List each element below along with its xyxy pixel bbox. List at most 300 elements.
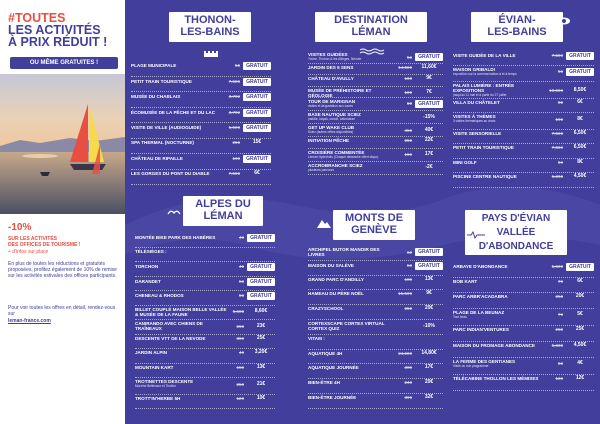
offer-subtitle: jusqu'au 11 mai et à partir du 27 juillet: [453, 93, 507, 98]
offer-name: [135, 279, 227, 284]
offer-row: [308, 52, 443, 62]
row-divider: [135, 290, 275, 291]
new-price: 4,50€: [573, 342, 587, 348]
offer-row: [308, 99, 443, 109]
old-price: 8€: [406, 101, 412, 107]
offer-label: TÉLÉCABINE THOLLON LES MÉMISES: [453, 376, 539, 382]
offer-row: [308, 321, 443, 331]
offer-name: [308, 112, 395, 122]
offer-label: TOUR DE MARIGNAN: [308, 98, 356, 104]
promo-line1: SUR LES ACTIVITÉS: [8, 236, 57, 242]
old-price: 5,60€: [551, 343, 563, 348]
offer-label: JARDIN ALPIN: [135, 350, 167, 355]
offer-label: PARC INDIAN'VENTURES: [453, 327, 509, 333]
offer-name: [135, 249, 227, 254]
old-price: 5€: [238, 293, 244, 299]
offer-subtitle: Tout beau: [453, 315, 467, 319]
offer-name: [135, 379, 227, 389]
offer-name: [135, 396, 227, 401]
offer-label: VILLA DU CHÂTELET: [453, 99, 500, 105]
offer-row: [453, 310, 594, 320]
offer-name: [453, 131, 546, 136]
row-divider: [131, 91, 271, 92]
new-price: 20€: [424, 379, 434, 386]
offer-name: [135, 264, 227, 269]
offer-row: [453, 145, 594, 150]
old-price: 5,50€: [228, 125, 240, 131]
promo-title: [8, 12, 123, 48]
offer-name: [308, 291, 395, 296]
new-price: 9€: [426, 290, 432, 297]
offer-name: [131, 79, 223, 84]
offer-subtitle: Visite ou voir programme: [453, 363, 489, 368]
section-title: PAYS D'ÉVIAN VALLÉE D'ABONDANCE: [465, 210, 567, 255]
new-price: 10€: [256, 394, 266, 401]
old-price: 3,70€: [228, 94, 240, 100]
offer-row: [135, 365, 275, 370]
new-price: GRATUIT: [566, 263, 594, 271]
offer-label: CROISIÈRE COMMENTÉE: [308, 149, 365, 155]
old-price: 5€: [234, 63, 240, 69]
offer-label: HAMEAU DU PÈRE NOËL: [308, 291, 364, 297]
offer-name: [131, 110, 223, 115]
new-price: 20€: [575, 293, 585, 300]
old-price: 7€: [557, 278, 563, 284]
row-divider: [453, 172, 594, 173]
free-badge: OU MÊME GRATUITES !: [10, 57, 118, 69]
old-price: 7€: [557, 312, 563, 318]
castle-icon: [177, 44, 243, 52]
new-price: 4€: [577, 360, 583, 367]
offer-name: [453, 160, 546, 165]
new-price: 17€: [424, 364, 434, 371]
offer-row: [308, 150, 443, 160]
offer-row: [131, 78, 271, 86]
row-divider: [135, 377, 275, 378]
offer-row: [308, 125, 443, 135]
row-divider: [308, 148, 443, 149]
new-price: GRATUIT: [243, 62, 271, 70]
offer-label: PISCINE CENTRE NAUTIQUE: [453, 174, 517, 179]
offer-row: [135, 336, 275, 341]
offer-name: [135, 321, 227, 331]
old-price: 3,70€: [228, 109, 240, 115]
offer-name: [453, 310, 546, 320]
new-price: GRATUIT: [415, 100, 443, 108]
row-divider: [308, 408, 443, 409]
offer-name: [135, 336, 227, 341]
row-divider: [308, 97, 443, 98]
offer-name: [308, 380, 395, 385]
new-price: 40€: [424, 126, 434, 133]
offer-label: MOUNTAIN KART: [135, 364, 174, 370]
offer-subtitle: Léman Hydrofoils (Chaque dimanche offert dispo): [308, 154, 379, 159]
offer-row: [453, 100, 594, 105]
old-price: 9,60€: [232, 309, 244, 315]
row-divider: [135, 408, 275, 409]
row-divider: [131, 153, 271, 154]
old-price: 5,20€: [551, 174, 563, 179]
old-price: 25€: [236, 381, 244, 387]
offer-label: VISITES GUIDÉES: [308, 52, 348, 57]
old-price: 5€: [557, 361, 563, 367]
offer-name: [308, 52, 395, 62]
offer-label: MONTÉE BIKE PARK DES HABÈRES: [135, 235, 216, 241]
offer-label: MUSÉE DE PRÉHISTOIRE ET GÉOLOGIE: [308, 87, 372, 98]
footer-text: Pour voir toutes les offres en détail, rendez-vous sur: [8, 305, 116, 318]
offer-label: ARCHIPEL BUTOR MANOIR DES LIVRES: [308, 247, 380, 258]
offer-label: VISITE GUIDÉE DE LA VILLE: [453, 53, 516, 59]
row-divider: [135, 276, 275, 277]
offer-label: LES GORGES DU PONT DU DIABLE: [131, 170, 210, 176]
promo-info: + d'infos sur place: [8, 249, 49, 255]
old-price: 5€: [557, 69, 563, 75]
offer-row: [308, 365, 443, 370]
offer-label: BIEN-ÊTRE 4H: [308, 380, 340, 386]
offer-subtitle: exposition sur la communication à et à temps: [453, 71, 517, 76]
row-divider: [308, 174, 443, 175]
offer-name: [131, 125, 223, 130]
offer-label: BIEN-ÊTRE JOURNÉE: [308, 395, 357, 400]
row-divider: [308, 304, 443, 305]
old-price: 7,50€: [551, 130, 563, 136]
old-price: 13€: [555, 376, 563, 382]
offer-name: [308, 247, 395, 257]
row-divider: [131, 122, 271, 123]
offer-row: [131, 140, 271, 145]
new-price: 5€: [577, 311, 583, 318]
offer-subtitle: plusieurs parcours: [308, 168, 335, 172]
offer-name: [308, 336, 395, 341]
new-price: 6€: [577, 98, 583, 105]
offer-row: [135, 379, 275, 389]
offer-row: [453, 359, 594, 369]
row-divider: [131, 107, 271, 108]
offer-label: CRAZYSCHOOL: [308, 306, 344, 312]
offer-name: [308, 306, 395, 311]
old-price: 45€: [404, 127, 412, 133]
offer-name: [135, 365, 227, 370]
old-price: 30€: [236, 335, 244, 341]
offer-row: [453, 114, 594, 124]
offer-name: [453, 67, 546, 77]
row-divider: [453, 277, 594, 278]
bird-icon: [167, 204, 181, 214]
offer-name: [308, 163, 395, 173]
old-price: 4€: [238, 264, 244, 270]
offer-label: MINI GOLF: [453, 159, 477, 165]
offer-label: PLAGE MUNICIPALE: [131, 63, 177, 69]
row-divider: [135, 348, 275, 349]
offer-label: TÉLÉSIÈGES :: [135, 248, 167, 254]
offer-label: DESCENTE VTT DE LA NEVODE: [135, 335, 206, 341]
offer-label: CHENEAU & RHODOS: [135, 293, 184, 299]
old-price: 24€: [404, 380, 412, 386]
offer-row: [135, 292, 275, 300]
offer-label: GET UP WAKE CLUB: [308, 125, 355, 131]
old-price: 7,50€: [228, 78, 240, 84]
row-divider: [131, 138, 271, 139]
new-price: GRATUIT: [243, 78, 271, 86]
offer-row: [131, 171, 271, 176]
old-price: 26€: [236, 323, 244, 329]
offer-name: [453, 100, 546, 105]
offer-name: [135, 307, 227, 317]
offer-label: PARC ARBR'ACADABRA: [453, 294, 508, 300]
row-divider: [308, 275, 443, 276]
offer-label: PETIT TRAIN TOURISTIQUE: [453, 145, 514, 150]
new-price: GRATUIT: [415, 248, 443, 256]
old-price: 7,50€: [228, 170, 240, 176]
offer-row: [308, 395, 443, 400]
offers-panel: [125, 0, 600, 424]
offer-label: TROTT'IN'HERBE 5H: [135, 395, 181, 401]
new-price: 32€: [424, 394, 434, 400]
row-divider: [453, 65, 594, 66]
offer-row: [308, 76, 443, 81]
offer-label: BOB KART: [453, 278, 478, 284]
offer-name: [131, 63, 223, 68]
old-price: 9€: [557, 159, 563, 165]
offer-label: LA FERME DES GENTIANES: [453, 358, 516, 364]
discount-percent: -10%: [8, 222, 32, 233]
offer-row: [453, 174, 594, 179]
row-divider: [135, 334, 275, 335]
row-divider: [453, 98, 594, 99]
offer-row: [308, 65, 443, 70]
new-price: -15%: [423, 113, 435, 120]
row-divider: [453, 112, 594, 113]
offer-label: VITAM :: [308, 335, 325, 341]
new-price: -2€: [425, 164, 433, 171]
new-price: 6,50€: [573, 129, 587, 136]
offer-row: [453, 294, 594, 299]
offer-label: VISITE DE VILLE (AUDIOGUIDE): [131, 125, 202, 131]
offer-name: [453, 145, 546, 150]
offer-row: [453, 376, 594, 381]
new-price: 8€: [577, 115, 583, 122]
old-price: 7,50€: [551, 53, 563, 59]
offer-name: [453, 294, 546, 299]
old-price: 10€: [555, 116, 563, 122]
offer-row: [131, 155, 271, 163]
offer-row: [453, 263, 594, 271]
offer-row: [308, 138, 443, 143]
offer-row: [453, 327, 594, 332]
offer-name: [308, 138, 395, 143]
new-price: 22€: [424, 137, 434, 144]
offer-row: [135, 307, 275, 317]
left-panel: [0, 0, 125, 424]
offer-name: [453, 114, 546, 124]
offer-name: [453, 376, 546, 381]
new-price: 7€: [426, 89, 432, 96]
offer-row: [308, 163, 443, 173]
offer-label: INITIATION PÊCHE: [308, 138, 350, 144]
offer-label: JARDIN DES 5 SENS: [308, 65, 354, 71]
offer-name: [308, 99, 395, 109]
offer-row: [453, 83, 594, 99]
new-price: -10%: [423, 322, 435, 329]
row-divider: [135, 305, 275, 306]
old-price: 4€: [238, 350, 244, 355]
offer-label: MAISON GRIBALDI: [453, 66, 495, 72]
title-line2: LES ACTIVITÉS: [8, 23, 101, 37]
offer-row: [135, 278, 275, 286]
promo-line2: DES OFFICES DE TOURISME !: [8, 242, 81, 248]
offer-name: [135, 235, 227, 240]
new-price: 25€: [256, 334, 266, 341]
old-price: 10€: [404, 90, 412, 96]
new-price: GRATUIT: [243, 109, 271, 117]
row-divider: [453, 325, 594, 326]
title-line3: À PRIX RÉDUIT !: [8, 35, 108, 49]
new-price: 6€: [254, 169, 260, 176]
new-price: 8,50€: [573, 87, 587, 94]
offer-row: [453, 279, 594, 284]
old-price: 14,50€: [398, 65, 412, 71]
offer-name: [308, 395, 395, 400]
new-price: 23€: [256, 322, 266, 329]
new-price: GRATUIT: [243, 155, 271, 163]
wave-icon: [358, 42, 386, 50]
offer-label: ARBAYE D'ABONDANCE: [453, 264, 508, 270]
offer-label: TORCHON: [135, 264, 159, 270]
row-divider: [453, 81, 594, 82]
new-price: 8€: [577, 158, 583, 165]
old-price: 5€: [406, 263, 412, 269]
offer-row: [453, 67, 594, 77]
row-divider: [135, 363, 275, 364]
row-divider: [308, 110, 443, 111]
promo-body: En plus de toutes les réductions et gratuités proposées, profitez également de 10% de remise sur les activités estivales des offices participants.: [8, 261, 117, 280]
row-divider: [308, 393, 443, 394]
old-price: 39€: [404, 395, 412, 400]
old-price: 6€: [406, 249, 412, 255]
row-divider: [308, 334, 443, 335]
offer-row: [131, 62, 271, 70]
new-price: GRATUIT: [247, 278, 275, 286]
offer-row: [131, 124, 271, 132]
row-divider: [308, 86, 443, 87]
old-price: 12€: [236, 395, 244, 401]
row-divider: [453, 341, 594, 342]
offer-label: CORTEXSCAPE CORTEX VIRTUAL CORTEX QUIZ: [308, 321, 385, 332]
old-price: 4€: [238, 235, 244, 241]
offer-name: [453, 359, 546, 369]
offer-name: [135, 350, 227, 355]
old-price: 25€: [404, 306, 412, 312]
new-price: 12€: [575, 375, 585, 382]
offer-subtitle: Yvoire, Thonon & les Allinges, Nernier: [308, 57, 362, 62]
offer-row: [453, 343, 594, 348]
new-price: 6€: [577, 277, 583, 284]
new-price: 21€: [256, 380, 266, 387]
offer-label: VISITES À THÈMES: [453, 114, 496, 119]
old-price: 15,50€: [398, 291, 412, 297]
title-line1: #TOUTES: [8, 11, 66, 25]
row-divider: [135, 319, 275, 320]
offer-row: [135, 249, 275, 254]
offer-name: [131, 156, 223, 161]
new-price: 25€: [575, 326, 585, 333]
section-title: ÉVIAN- LES-BAINS: [471, 12, 563, 42]
website-link[interactable]: leman-france.com: [8, 318, 51, 324]
offer-subtitle: 3 visites thématiques au choix: [453, 119, 496, 124]
old-price: 19€: [404, 152, 412, 158]
offer-label: PETIT TRAIN TOURISTIQUE: [131, 78, 192, 84]
old-price: 10€: [404, 76, 412, 82]
row-divider: [135, 261, 275, 262]
offer-row: [308, 336, 443, 341]
offer-row: [308, 277, 443, 282]
row-divider: [308, 319, 443, 320]
new-price: GRATUIT: [243, 93, 271, 101]
section-title: MONTS DE GENÈVE: [333, 210, 415, 240]
offer-row: [308, 351, 443, 356]
new-price: GRATUIT: [415, 262, 443, 270]
new-price: 3,20€: [254, 349, 268, 355]
offer-name: [308, 65, 395, 70]
section-title: THONON- LES-BAINS: [169, 12, 251, 42]
row-divider: [131, 76, 271, 77]
new-price: GRATUIT: [247, 292, 275, 300]
offer-label: TROTINETTES DESCENTE: [135, 379, 194, 384]
offer-name: [131, 171, 223, 176]
row-divider: [308, 260, 443, 261]
offer-name: [131, 140, 223, 145]
new-price: 15€: [252, 138, 262, 145]
heart-line-icon: [467, 227, 485, 237]
offer-name: [453, 53, 546, 58]
old-price: 10,50€: [549, 88, 563, 94]
offer-subtitle: Morzine Bellevaux et Thollon: [135, 384, 176, 389]
new-price: GRATUIT: [247, 234, 275, 242]
offer-name: [131, 94, 223, 99]
new-price: GRATUIT: [566, 52, 594, 60]
row-divider: [453, 143, 594, 144]
new-price: GRATUIT: [247, 263, 275, 271]
offer-label: SPA THERMAL (NOCTURNE): [131, 139, 194, 145]
offer-name: [308, 365, 395, 370]
old-price: 24,50€: [398, 350, 412, 356]
offer-label: BASE NAUTIQUE SCIEZ: [308, 112, 361, 117]
old-price: 5€: [406, 54, 412, 60]
offer-row: [135, 350, 275, 355]
offer-row: [131, 109, 271, 117]
offer-label: CHÂTEAU D'AVULLY: [308, 76, 354, 82]
offer-label: ÉCOMUSÉE DE LA PÊCHE ET DU LAC: [131, 109, 216, 115]
offer-label: DARANDET: [135, 278, 161, 284]
offer-name: [453, 264, 546, 269]
offer-row: [453, 160, 594, 165]
new-price: 13€: [256, 363, 266, 370]
row-divider: [135, 247, 275, 248]
offer-label: MAISON DU SALÈVE: [308, 263, 354, 269]
old-price: 28€: [404, 365, 412, 371]
new-price: 20€: [424, 305, 434, 312]
offer-row: [135, 234, 275, 242]
offer-name: [308, 125, 395, 135]
old-price: 25€: [232, 139, 240, 145]
offer-row: [453, 52, 594, 60]
old-price: 5€: [238, 278, 244, 284]
row-divider: [453, 357, 594, 358]
offer-name: [308, 351, 395, 356]
offer-label: PALAIS LUMIÈRE : ENTRÉE EXPOSITIONS: [453, 83, 515, 94]
offer-label: CHÂTEAU DE RIPAILLE: [131, 156, 183, 162]
offer-row: [135, 321, 275, 331]
